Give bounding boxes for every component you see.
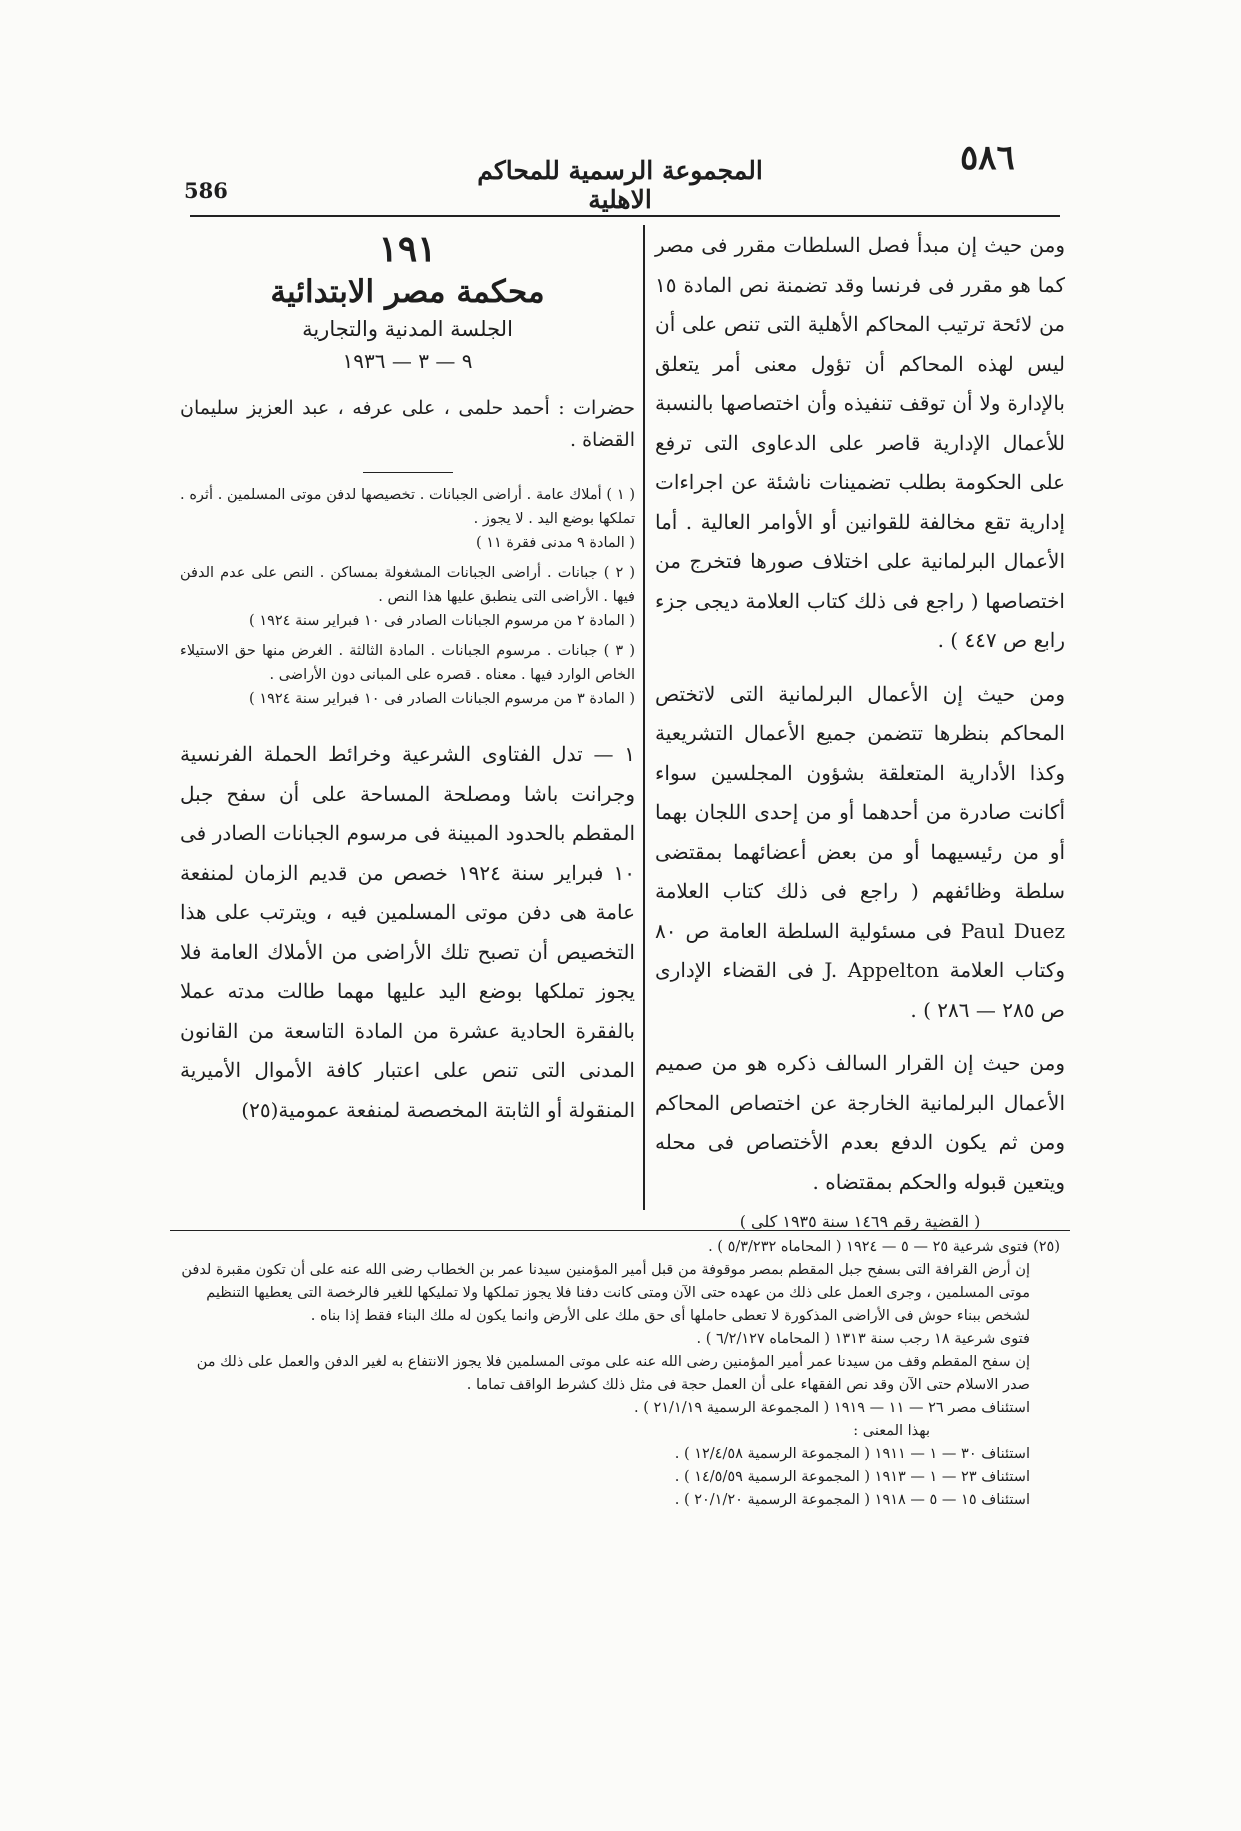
body-paragraph: ومن حيث إن مبدأ فصل السلطات مقرر فى مصر كما هو مقرر فى فرنسا وقد تضمنة نص المادة ١٥ من لائحة ترتيب المحاكم الأهلية التى تنص على أن ليس لهذه المحاكم أن تؤول معنى أمر يتعلق بالإدارة ولا أن توقف تنفيذه وأن اختصاصها بالنسبة للأعمال الإدارية قاصر على الدعاوى التى ترفع على الحكومة بطلب تضمينات ناشئة عن اجراءات إدارية تقع مخالفة للقوانين أو الأوامر العالية . أما الأعمال البرلمانية على اختلاف صورها فتخرج من اختصاصها ( راجع فى ذلك كتاب العلامة ديجى جزء رابع ص ٤٤٧ ) .	[655, 233, 1065, 652]
headnote-text: ( ١ ) أملاك عامة . أراضى الجبانات . تخصيصها لدفن موتى المسلمين . أثره . تملكها بوضع اليد . لا يجوز .	[180, 487, 635, 527]
footnote-subheading: بهذا المعنى :	[853, 1423, 930, 1439]
headnote-text: ( ٣ ) جبانات . مرسوم الجبانات . المادة الثالثة . الغرض منها حق الاستيلاء الخاص الوارد فيها . معناه . قصره على المبانى دون الأراضى .	[180, 643, 635, 683]
left-column	[180, 228, 635, 1130]
footnotes	[180, 1236, 1060, 1512]
footnote-source: فتوى شرعية ١٨ رجب سنة ١٣١٣ ( المحاماه ٦/٢/١٢٧ ) .	[696, 1331, 1030, 1347]
session-name: الجلسة المدنية والتجارية	[302, 317, 513, 341]
footnote-item	[180, 1236, 1060, 1259]
footnote-text: إن سفح المقطم وقف من سيدنا عمر أمير المؤمنين رضى الله عنه على موتى المسلمين فلا يجوز الانتفاع به لغير الدفن والعمل على ذلك من صدر الاسلام حتى الآن وقد نص الفقهاء على أن العمل حجة فى مثل ذلك كشرط الواقف تماما .	[196, 1354, 1030, 1393]
footnote-source: استئناف مصر ٢٦ — ١١ — ١٩١٩ ( المجموعة الرسمية ٢١/١/١٩ ) .	[634, 1400, 1030, 1416]
court-name: محكمة مصر الابتدائية	[270, 274, 545, 310]
headnote-reference: ( المادة ٢ من مرسوم الجبانات الصادر فى ١٠ فبراير سنة ١٩٢٤ )	[249, 613, 635, 629]
headnote	[180, 561, 635, 633]
running-title: المجموعة الرسمية للمحاكم الاهلية	[477, 156, 763, 214]
footnote-source: استئناف ٣٠ — ١ — ١٩١١ ( المجموعة الرسمية ١٢/٤/٥٨ ) .	[674, 1446, 1030, 1462]
headnote-reference: ( المادة ٩ مدنى فقرة ١١ )	[475, 535, 635, 551]
page-number-arabic: ٥٨٦	[960, 138, 1015, 178]
headnote-text: ( ٢ ) جبانات . أراضى الجبانات المشغولة بمساكن . النص على عدم الدفن فيها . الأراضى التى ينطبق عليها هذا النص .	[180, 565, 635, 605]
case-number: ١٩١	[378, 228, 437, 270]
footnote-rule	[170, 1230, 1070, 1231]
right-column	[655, 226, 1065, 1231]
body-paragraph: ومن حيث إن الأعمال البرلمانية التى لاتختص المحاكم بنظرها تتضمن جميع الأعمال التشريعية وكذا الأدارية المتعلقة بشؤون المجلسين سواء أكانت صادرة من أحدهما أو من إحدى اللجان بهما أو من رئيسيهما أو من بعض أعضائهما بمقتضى سلطة وظائفهم ( راجع فى ذلك كتاب العلامة Paul Duez فى مسئولية السلطة العامة ص ٨٠ وكتاب العلامة J. Appelton فى القضاء الإدارى ص ٢٨٥ — ٢٨٦ ) .	[655, 681, 1065, 1022]
principle-paragraph: ١ — تدل الفتاوى الشرعية وخرائط الحملة الفرنسية وجرانت باشا ومصلحة المساحة على أن سفح جبل المقطم بالحدود المبينة فى مرسوم الجبانات الصادر فى ١٠ فبراير سنة ١٩٢٤ خصص من قديم الزمان لمنفعة عامة هى دفن موتى المسلمين فيه ، ويترتب على هذا التخصيص أن تصبح تلك الأراضى من الأملاك العامة فلا يجوز تملكها بوضع اليد عليها مهما طالت مدته عملا بالفقرة الحادية عشرة من المادة التاسعة من القانون المدنى التى تنص على اعتبار كافة الأموال الأميرية المنقولة أو الثابتة المخصصة لمنفعة عمومية(٢٥)	[180, 742, 636, 1122]
case-reference: ( القضية رقم ١٤٦٩ سنة ١٩٣٥ كلى )	[739, 1212, 981, 1231]
footnote-label: (٢٥)	[1033, 1239, 1060, 1255]
column-divider	[643, 225, 645, 1210]
judges-line: حضرات : أحمد حلمى ، على عرفه ، عبد العزيز سليمان القضاة .	[180, 397, 635, 451]
section-rule	[363, 472, 453, 473]
header-rule	[190, 215, 1060, 217]
body-paragraph: ومن حيث إن القرار السالف ذكره هو من صميم الأعمال البرلمانية الخارجة عن اختصاص المحاكم ومن ثم يكون الدفع بعدم الأختصاص فى محله ويتعين قبوله والحكم بمقتضاه .	[655, 1051, 1065, 1194]
headnote-reference: ( المادة ٣ من مرسوم الجبانات الصادر فى ١٠ فبراير سنة ١٩٢٤ )	[249, 691, 635, 707]
footnote-source: فتوى شرعية ٢٥ — ٥ — ١٩٢٤ ( المحاماه ٥/٣/٢٣٢ ) .	[708, 1239, 1029, 1255]
session-date: ٩ — ٣ — ١٩٣٦	[342, 349, 473, 373]
headnote	[180, 639, 635, 711]
footnote-text: إن أرض القرافة التى بسفح جبل المقطم بمصر موقوفة من قبل أمير المؤمنين سيدنا عمر بن الخطاب رضى الله عنه على أن تكون مقبرة لدفن موتى المسلمين ، وجرى العمل على ذلك من عهده حتى الآن ومتى كانت دفنا فلا يجوز تملكها ولا تمليكها للغير فالرخصة التى يعطيها التنظيم لشخص ببناء حوش فى الأراضى المذكورة لا تعطى حاملها أى حق ملك على الأرض وانما يكون له ملك البناء فقط إذا بناه .	[181, 1262, 1030, 1324]
footnote-source: استئناف ١٥ — ٥ — ١٩١٨ ( المجموعة الرسمية ٢٠/١/٢٠ ) .	[674, 1492, 1030, 1508]
footnote-source: استئناف ٢٣ — ١ — ١٩١٣ ( المجموعة الرسمية ١٤/٥/٥٩ ) .	[674, 1469, 1030, 1485]
page-number-latin: 586	[184, 178, 228, 203]
headnote	[180, 483, 635, 555]
